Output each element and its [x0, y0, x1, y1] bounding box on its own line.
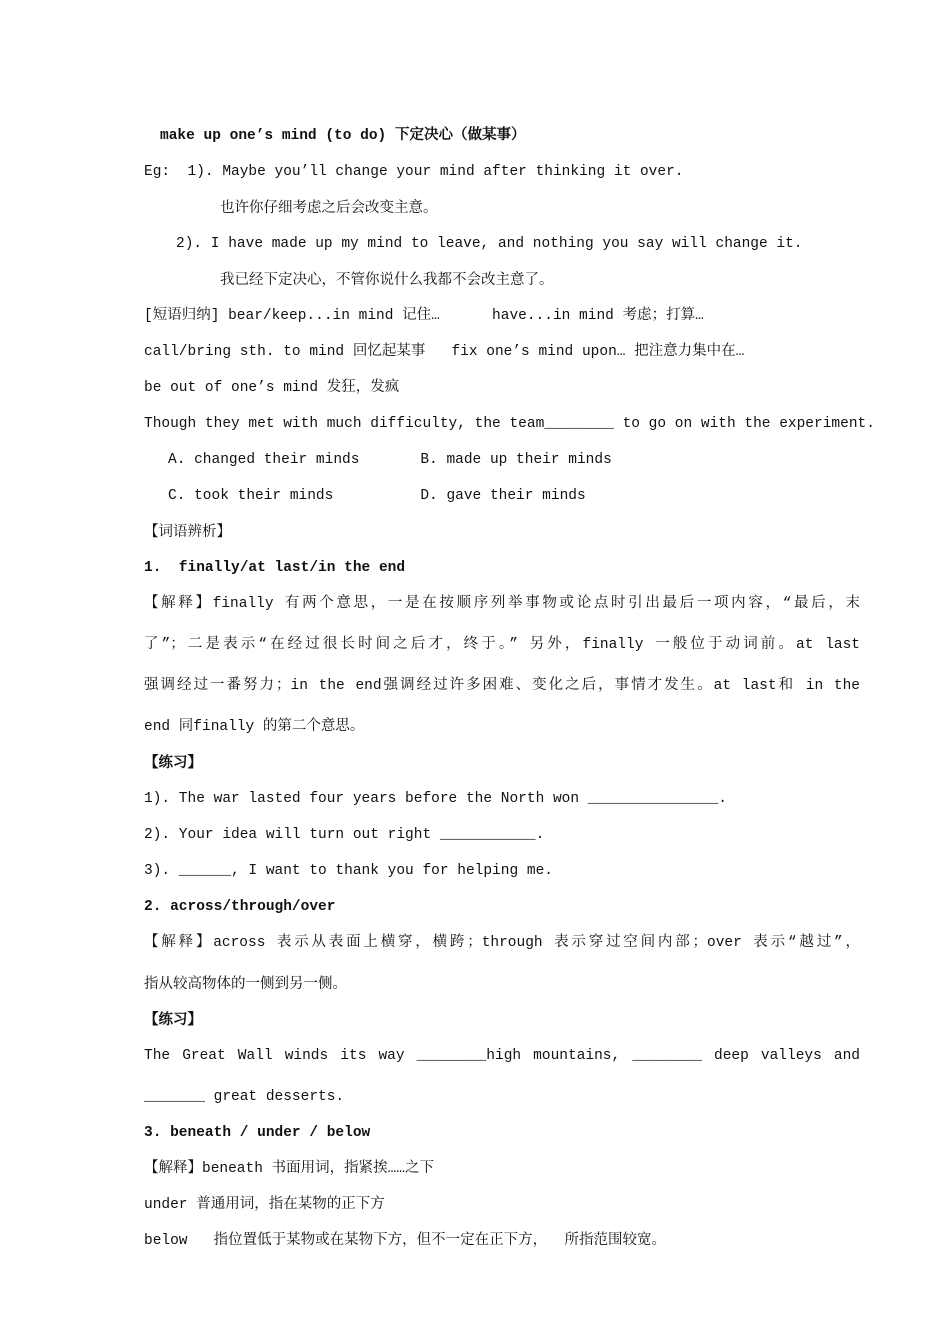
phrase-summary-3: be out of one’s mind 发狂，发疯: [144, 380, 400, 396]
item-1-explanation-line-4: end 同finally 的第二个意思。: [144, 719, 365, 735]
item-3-explanation-under: under 普通用词，指在某物的正下方: [144, 1197, 385, 1213]
item-2-heading: 2. across/through/over: [144, 899, 336, 915]
phrase-summary-2: call/bring sth. to mind 回忆起某事 fix one’s mind upon… 把注意力集中在…: [144, 344, 745, 360]
phrase-summary-1: [短语归纳] bear/keep...in mind 记住… have...in mind 考虑；打算…: [144, 308, 704, 324]
item-2-explanation-line-1: 【解释】across 表示从表面上横穿，横跨；through 表示穿过空间内部；over 表示“越过”，: [144, 935, 860, 951]
practice-1-q1: 1). The war lasted four years before the North won _______________.: [144, 791, 727, 807]
phrase-heading: make up one’s mind (to do) 下定决心（做某事）: [160, 128, 526, 144]
example-2-translation: 我已经下定决心，不管你说什么我都不会改主意了。: [220, 272, 554, 288]
options-ab: A. changed their minds B. made up their minds: [168, 452, 612, 468]
item-1-explanation-line-1: 【解释】finally 有两个意思，一是在按顺序列举事物或论点时引出最后一项内容，“最后，末: [144, 596, 860, 612]
practice-heading-1: 【练习】: [144, 754, 202, 771]
section-heading-word-analysis: 【词语辨析】: [144, 524, 231, 540]
item-3-explanation-below: below 指位置低于某物或在某物下方，但不一定在正下方， 所指范围较宽。: [144, 1233, 667, 1249]
item-3-heading: 3. beneath / under / below: [144, 1125, 371, 1141]
item-2-explanation-line-2: 指从较高物体的一侧到另一侧。: [144, 976, 347, 992]
practice-2-line-1: The Great Wall winds its way ________high mountains, ________ deep valleys and: [144, 1048, 860, 1064]
practice-1-q3: 3). ______, I want to thank you for helping me.: [144, 863, 553, 879]
example-1: Eg: 1). Maybe you’ll change your mind after thinking it over.: [144, 164, 684, 180]
item-1-heading: 1. finally/at last/in the end: [144, 560, 406, 576]
practice-2-line-2: _______ great desserts.: [144, 1089, 345, 1105]
example-2: 2). I have made up my mind to leave, and nothing you say will change it.: [176, 236, 803, 252]
item-3-explanation-beneath: 【解释】beneath 书面用词，指紧挨……之下: [144, 1161, 435, 1177]
item-1-explanation-line-2: 了”；二是表示“在经过很长时间之后才，终于。” 另外，finally 一般位于动词前。at last: [144, 637, 860, 653]
practice-1-q2: 2). Your idea will turn out right ___________.: [144, 827, 545, 843]
options-cd: C. took their minds D. gave their minds: [168, 488, 586, 504]
exercise-question: Though they met with much difficulty, the team________ to go on with the experiment.: [144, 416, 875, 432]
example-1-translation: 也许你仔细考虑之后会改变主意。: [220, 200, 438, 216]
item-1-explanation-line-3: 强调经过一番努力；in the end强调经过许多困难、变化之后，事情才发生。at last和 in the: [144, 678, 860, 694]
practice-heading-2: 【练习】: [144, 1011, 202, 1028]
